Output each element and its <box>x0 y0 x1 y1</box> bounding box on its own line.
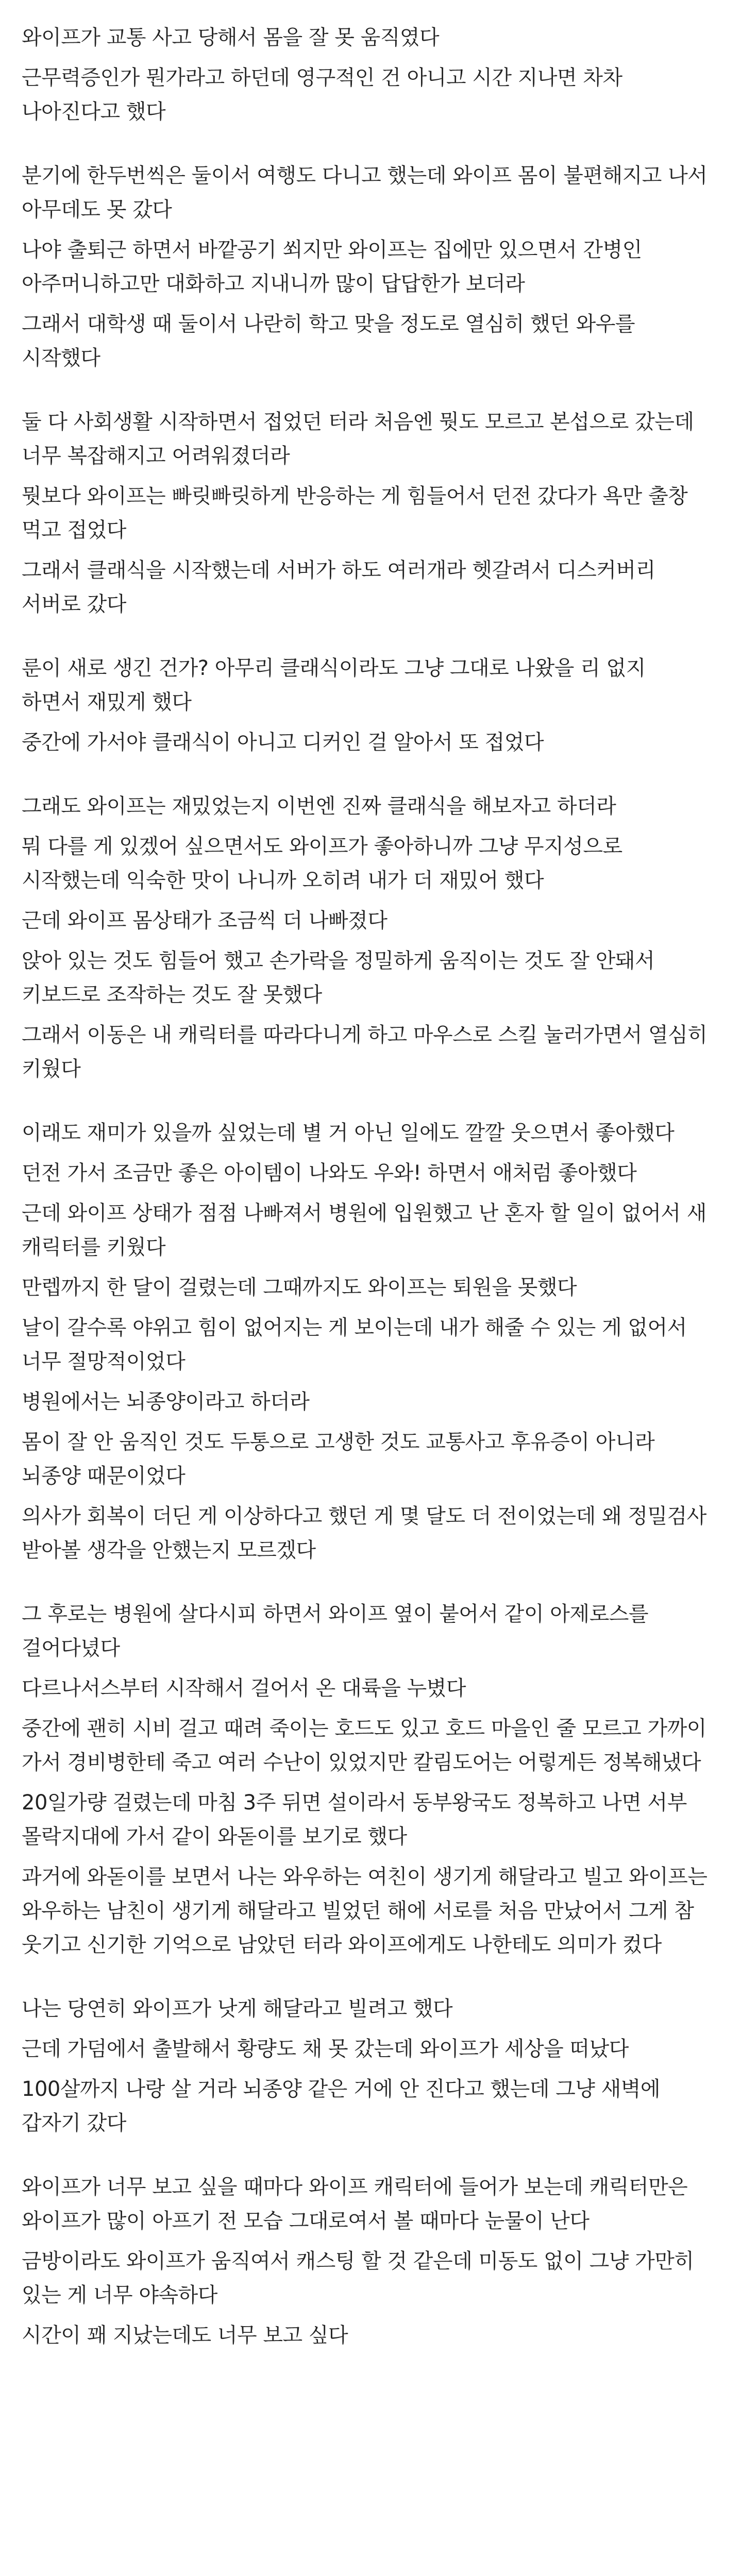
paragraph <box>22 159 710 375</box>
text-line: 나는 당연히 와이프가 낫게 해달라고 빌려고 했다 <box>22 1997 453 2021</box>
text-line: 던전 가서 조금만 좋은 아이템이 나와도 우와! 하면서 애처럼 좋아했다 <box>22 1161 637 1185</box>
paragraph <box>22 1597 710 1962</box>
text-line: 과거에 와돋이를 보면서 나는 와우하는 여친이 생기게 해달라고 빌고 와이프는 와우하는 남친이 생기게 해달라고 빌었던 해에 서로를 처음 만났어서 그게 참 웃기고 신기한 기억으로 남았던 터라 와이프에게도 나한테도 의미가 컸다 <box>22 1865 708 1957</box>
text-line: 분기에 한두번씩은 둘이서 여행도 다니고 했는데 와이프 몸이 불편해지고 나서 아무데도 못 갔다 <box>22 164 708 222</box>
text-line: 그래서 대학생 때 둘이서 나란히 학고 맞을 정도로 열심히 했던 와우를 시작했다 <box>22 312 635 370</box>
paragraph <box>22 651 710 759</box>
paragraph <box>22 1992 710 2140</box>
text-line: 금방이라도 와이프가 움직여서 캐스팅 할 것 같은데 미동도 없이 그냥 가만히 있는 게 너무 야속하다 <box>22 2249 694 2307</box>
text-line: 앉아 있는 것도 힘들어 했고 손가락을 정밀하게 움직이는 것도 잘 안돼서 키보드로 조작하는 것도 잘 못했다 <box>22 949 655 1007</box>
text-line: 근무력증인가 뭔가라고 하던데 영구적인 건 아니고 시간 지나면 차차 나아진다고 했다 <box>22 66 622 124</box>
text-line: 의사가 회복이 더딘 게 이상하다고 했던 게 몇 달도 더 전이었는데 왜 정밀검사 받아볼 생각을 안했는지 모르겠다 <box>22 1504 706 1562</box>
text-line: 20일가량 걸렸는데 마침 3주 뒤면 설이라서 동부왕국도 정복하고 나면 서부 몰락지대에 가서 같이 와돋이를 보기로 했다 <box>22 1791 687 1849</box>
text-line: 뭣보다 와이프는 빠릿빠릿하게 반응하는 게 힘들어서 던전 갔다가 욕만 출창 먹고 접었다 <box>22 484 688 542</box>
text-line: 다르나서스부터 시작해서 걸어서 온 대륙을 누볐다 <box>22 1676 466 1700</box>
text-line: 그래서 이동은 내 캐릭터를 따라다니게 하고 마우스로 스킬 눌러가면서 열심히 키웠다 <box>22 1023 708 1081</box>
paragraph <box>22 2170 710 2352</box>
text-line: 근데 와이프 상태가 점점 나빠져서 병원에 입원했고 난 혼자 할 일이 없어서 새 캐릭터를 키웠다 <box>22 1201 706 1259</box>
text-line: 시간이 꽤 지났는데도 너무 보고 싶다 <box>22 2324 348 2347</box>
text-line: 몸이 잘 안 움직인 것도 두통으로 고생한 것도 교통사고 후유증이 아니라 뇌종양 때문이었다 <box>22 1430 655 1488</box>
text-line: 룬이 새로 생긴 건가? 아무리 클래식이라도 그냥 그대로 나왔을 리 없지 하면서 재밌게 했다 <box>22 656 646 714</box>
paragraph <box>22 405 710 621</box>
text-line: 중간에 괜히 시비 걸고 때려 죽이는 호드도 있고 호드 마을인 줄 모르고 가까이 가서 경비병한테 죽고 여러 수난이 있었지만 칼림도어는 어렇게든 정복해냈다 <box>22 1717 706 1774</box>
paragraph <box>22 789 710 1086</box>
text-line: 뭐 다를 게 있겠어 싶으면서도 와이프가 좋아하니까 그냥 무지성으로 시작했는데 익숙한 맛이 나니까 오히려 내가 더 재밌어 했다 <box>22 835 622 892</box>
text-line: 근데 와이프 몸상태가 조금씩 더 나빠졌다 <box>22 909 388 933</box>
paragraph <box>22 1116 710 1567</box>
text-line: 그 후로는 병원에 살다시피 하면서 와이프 옆이 붙어서 같이 아제로스를 걸어다녔다 <box>22 1602 648 1660</box>
paragraph <box>22 21 710 129</box>
text-line: 그래도 와이프는 재밌었는지 이번엔 진짜 클래식을 해보자고 하더라 <box>22 794 616 818</box>
text-line: 그래서 클래식을 시작했는데 서버가 하도 여러개라 헷갈려서 디스커버리 서버로 갔다 <box>22 558 655 616</box>
text-line: 와이프가 너무 보고 싶을 때마다 와이프 캐릭터에 들어가 보는데 캐릭터만은 와이프가 많이 아프기 전 모습 그대로여서 볼 때마다 눈물이 난다 <box>22 2175 688 2233</box>
text-line: 병원에서는 뇌종양이라고 하더라 <box>22 1390 310 1414</box>
text-line: 근데 가덤에서 출발해서 황량도 채 못 갔는데 와이프가 세상을 떠났다 <box>22 2037 629 2061</box>
text-line: 와이프가 교통 사고 당해서 몸을 잘 못 움직였다 <box>22 26 440 49</box>
text-line: 만렙까지 한 달이 걸렸는데 그때까지도 와이프는 퇴원을 못했다 <box>22 1276 577 1299</box>
text-line: 100살까지 나랑 살 거라 뇌종양 같은 거에 안 진다고 했는데 그냥 새벽에 갑자기 갔다 <box>22 2077 660 2135</box>
text-line: 날이 갈수록 야위고 힘이 없어지는 게 보이는데 내가 해줄 수 있는 게 없어서 너무 절망적이었다 <box>22 1316 687 1374</box>
text-line: 이래도 재미가 있을까 싶었는데 별 거 아닌 일에도 깔깔 웃으면서 좋아했다 <box>22 1121 675 1145</box>
text-line: 중간에 가서야 클래식이 아니고 디커인 걸 알아서 또 접었다 <box>22 731 544 754</box>
text-line: 둘 다 사회생활 시작하면서 접었던 터라 처음엔 뭣도 모르고 본섭으로 갔는데 너무 복잡해지고 어려워졌더라 <box>22 410 694 468</box>
text-line: 나야 출퇴근 하면서 바깥공기 쐬지만 와이프는 집에만 있으면서 간병인 아주머니하고만 대화하고 지내니까 많이 답답한가 보더라 <box>22 238 642 296</box>
